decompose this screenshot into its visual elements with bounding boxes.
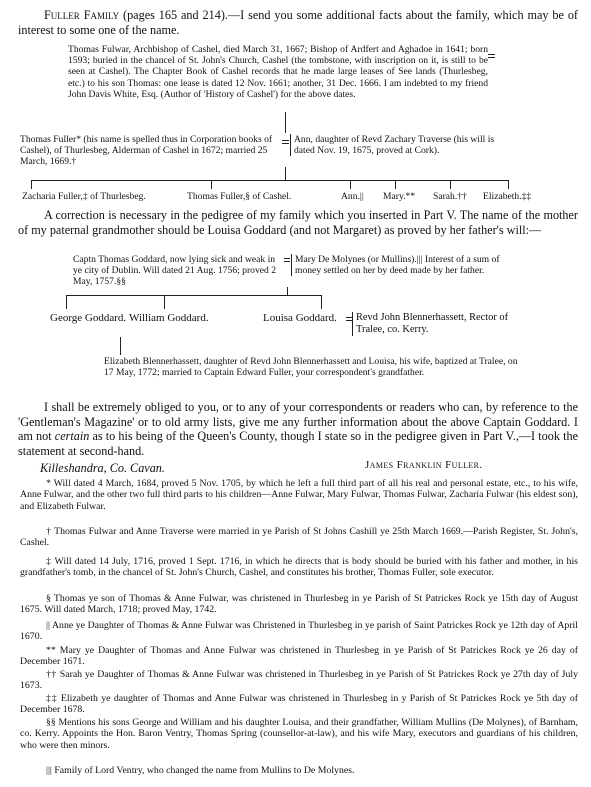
descent-line-archbishop	[285, 112, 286, 133]
child-mary: Mary.**	[383, 191, 416, 202]
descent-line-goddard	[287, 287, 288, 295]
goddard-marriage-link-b	[284, 261, 290, 262]
child-sarah: Sarah.††	[433, 191, 467, 202]
footnote-1: * Will dated 4 March, 1684, proved 5 Nov. 1705, by which he left a full third part of all his real and personal estate, etc., to his wife, Anne Fulwar, and the other two full third parts to his children—Anne Fulwar, Mary Fulwar, Thomas Fulwar, Zacharia Fulwar (his eldest son), and Elizabeth Fulwar.	[20, 478, 578, 512]
child-thomas: Thomas Fuller,§ of Cashel.	[187, 191, 292, 202]
captain-goddard-entry: Captn Thomas Goddard, now lying sick and weak in ye city of Dublin. Will dated 21 Aug. 1756; proved 2 May, 1757.§§	[73, 254, 277, 288]
child-tick	[350, 180, 351, 189]
child-tick	[321, 295, 322, 309]
child-zacharia: Zacharia Fuller,‡ of Thurlesbeg.	[22, 191, 146, 202]
goddard-marriage-link-a	[284, 258, 290, 259]
footnote-7: †† Sarah ye Daughter of Thomas & Anne Fulwar was christened in Thurlesbeg in ye Parish of St Patrickes Rock ye 27th day of July 1673.	[20, 669, 578, 692]
footnote-5: || Anne ye Daughter of Thomas & Anne Fulwar was Christened in Thurlesbeg in ye parish of Saint Patrickes Rock ye 12th day of April 1670.	[20, 620, 578, 643]
archbishop-entry: Thomas Fulwar, Archbishop of Cashel, died March 31, 1667; Bishop of Ardfert and Aghadoe in 1641; born 1593; buried in the chancel of St. John's Church, Cashel (the tombstone, with inscription on it, is still to be seen at Cashel). The Chapter Book of Cashel records that he made large leases of See lands (Thurlesbeg, etc.) to his son Thomas: one lease is dated 12 Nov. 1661; another, 31 Dec. 1666. I am indebted to my friend John Davis White, Esq. (Author of 'History of Cashel') for the above dates.	[68, 44, 488, 100]
elizabeth-blennerhassett-entry: Elizabeth Blennerhassett, daughter of Revd John Blennerhassett and Louisa, his wife, baptized at Tralee, on 17 May, 1772; married to Captain Edward Fuller, your correspondent's grandfather.	[104, 356, 518, 379]
blennerhassett-entry: Revd John Blennerhassett, Rector of Tralee, co. Kerry.	[352, 312, 516, 336]
footnote-3: ‡ Will dated 14 July, 1716, proved 1 Sept. 1716, in which he directs that is body should be buried with his father and mother, in his grandfather's tomb, in the chancel of St. John's Church, Cashel, and constitutes his brother, Thomas Fuller, sole executor.	[20, 556, 578, 579]
correction-paragraph: A correction is necessary in the pedigree of my family which you inserted in Part V. The name of the mother of my paternal grandmother should be Louisa Goddard (and not Margaret) as proved by her father's will:—	[18, 208, 578, 237]
child-tick	[164, 295, 165, 309]
child-tick	[395, 180, 396, 189]
descent-line-fuller	[285, 167, 286, 180]
footnote-4: § Thomas ye son of Thomas & Anne Fulwar, was christened in Thurlesbeg in ye Parish of St Patrickes Rock ye 15th day of August 1675. Will dated March, 1718; proved May, 1742.	[20, 593, 578, 616]
mary-de-molynes-entry: Mary De Molynes (or Mullins).||| Interest of a sum of money settled on her by deed made by her father.	[291, 254, 505, 276]
child-ann: Ann.||	[341, 191, 364, 202]
children-bar-goddard	[66, 295, 321, 296]
ann-traverse-entry: Ann, daughter of Revd Zachary Traverse (his will is dated Nov. 19, 1675, proved at Cork).	[290, 134, 506, 156]
child-george: George Goddard.	[50, 312, 127, 324]
signature-place: Killeshandra, Co. Cavan.	[40, 461, 165, 475]
signature-name: James Franklin Fuller.	[365, 459, 483, 471]
children-bar-fuller	[31, 180, 508, 181]
child-tick	[211, 180, 212, 189]
descent-line-elizabeth	[120, 337, 121, 355]
marriage-link-top	[488, 54, 495, 55]
child-louisa: Louisa Goddard.	[263, 312, 337, 324]
fuller-marriage-link-b	[282, 143, 289, 144]
footnote-10: ||| Family of Lord Ventry, who changed the name from Mullins to De Molynes.	[46, 765, 355, 776]
heading-fuller-family: Fuller Family	[44, 8, 120, 22]
child-tick	[66, 295, 67, 309]
footnote-9: §§ Mentions his sons George and William and his daughter Louisa, and their grandfather, William Mullins (De Molynes), of Barnham, co. Kerry. Appoints the Hon. Baron Ventry, Thomas Spring (counsellor-at-law), and his wife Mary, executors and guardians of his children, who were then minors.	[20, 717, 578, 751]
thomas-fuller-entry: Thomas Fuller* (his name is spelled thus in Corporation books of Cashel), of Thurlesbeg, Alderman of Cashel in 1672; married 25 March, 1669.†	[20, 134, 273, 168]
footnote-2: † Thomas Fulwar and Anne Traverse were married in ye Parish of St Johns Cashill ye 25th March 1669.—Parish Register, St. John's, Cashel.	[20, 526, 578, 549]
footnote-8: ‡‡ Elizabeth ye daughter of Thomas and Anne Fulwar was christened in Thurlesbeg in y Parish of St Patrickes Rock ye 5th day of December 1678.	[20, 693, 578, 716]
child-tick	[450, 180, 451, 189]
child-tick	[508, 180, 509, 189]
marriage-link-bottom	[488, 57, 495, 58]
child-william: William Goddard.	[129, 312, 209, 324]
child-tick	[31, 180, 32, 189]
fuller-marriage-link-a	[282, 140, 289, 141]
intro-text: (pages 165 and 214).—I send you some additional facts about the family, which may be of interest to some one of the name.	[18, 8, 578, 37]
intro-paragraph	[18, 8, 578, 37]
child-elizabeth: Elizabeth.‡‡	[483, 191, 532, 202]
footnote-6: ** Mary ye Daughter of Thomas and Anne Fulwar was christened in Thurlesbeg in ye Parish of St Patrickes Rock ye 26 day of December 1671.	[20, 645, 578, 668]
request-paragraph: I shall be extremely obliged to you, or to any of your correspondents or readers who can, by reference to the 'Gentleman's Magazine' or to old army lists, give me any further information about the above Captain Goddard. I am not certain as to his being of the Queen's County, though I state so in the pedigree given in Part V.,—I took the statement at second-hand.	[18, 400, 578, 458]
